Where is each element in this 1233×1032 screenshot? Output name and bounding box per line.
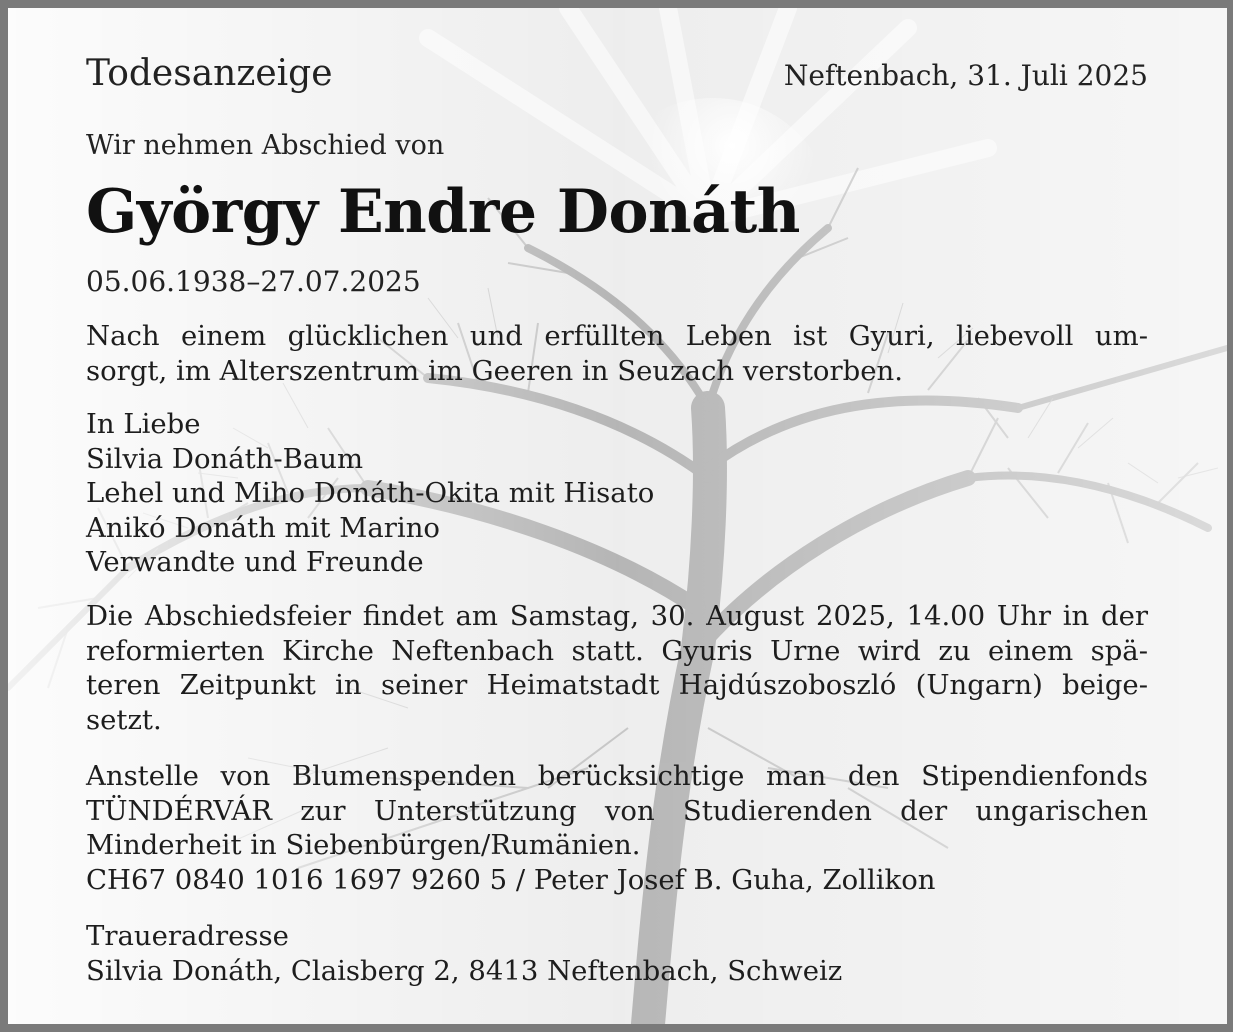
paragraph-line: Nach einem glücklichen und erfüllten Leben ist Gyuri, liebevoll um- (86, 320, 1148, 352)
address-block (86, 919, 1148, 988)
paragraph-line: Anstelle von Blumenspenden berücksichtige man den Stipendienfonds (86, 760, 1148, 792)
donation-paragraph (86, 759, 1148, 897)
address-heading: Traueradresse (86, 920, 289, 952)
intro-text: Wir nehmen Abschied von (86, 130, 445, 161)
bank-account-line: CH67 0840 1016 1697 9260 5 / Peter Josef B. Guha, Zollikon (86, 863, 936, 896)
mourner-line: Lehel und Miho Donáth-Okita mit Hisato (86, 477, 655, 510)
life-dates: 05.06.1938–27.07.2025 (86, 265, 421, 298)
paragraph-line: Die Abschiedsfeier findet am Samstag, 30. August 2025, 14.00 Uhr in der (86, 600, 1148, 632)
paragraph-line: TÜNDÉRVÁR zur Unterstützung von Studierenden der ungarischen (86, 794, 1148, 827)
death-paragraph (86, 319, 1148, 388)
ad-type-label: Todesanzeige (86, 53, 333, 94)
mourner-line: Silvia Donáth-Baum (86, 442, 364, 475)
header-row (86, 52, 1148, 96)
mourners-list (86, 407, 1148, 580)
address-line: Silvia Donáth, Claisberg 2, 8413 Neftenbach, Schweiz (86, 954, 843, 987)
paragraph-line: sorgt, im Alterszentrum im Geeren in Seuzach verstorben. (86, 354, 903, 387)
mourner-line: Verwandte und Freunde (86, 546, 424, 579)
mourner-line: Anikó Donáth mit Marino (86, 511, 440, 544)
paragraph-line: setzt. (86, 703, 162, 736)
ceremony-paragraph (86, 599, 1148, 737)
obituary-card (8, 8, 1227, 1024)
paragraph-line: reformierten Kirche Neftenbach statt. Gyuris Urne wird zu einem spä- (86, 634, 1148, 667)
paragraph-line: teren Zeitpunkt in seiner Heimatstadt Hajdúszoboszló (Ungarn) beige- (86, 669, 1148, 702)
deceased-name: György Endre Donáth (86, 177, 800, 247)
place-date: Neftenbach, 31. Juli 2025 (783, 59, 1148, 92)
mourner-line: In Liebe (86, 408, 201, 440)
paragraph-line: Minderheit in Siebenbürgen/Rumänien. (86, 829, 641, 862)
